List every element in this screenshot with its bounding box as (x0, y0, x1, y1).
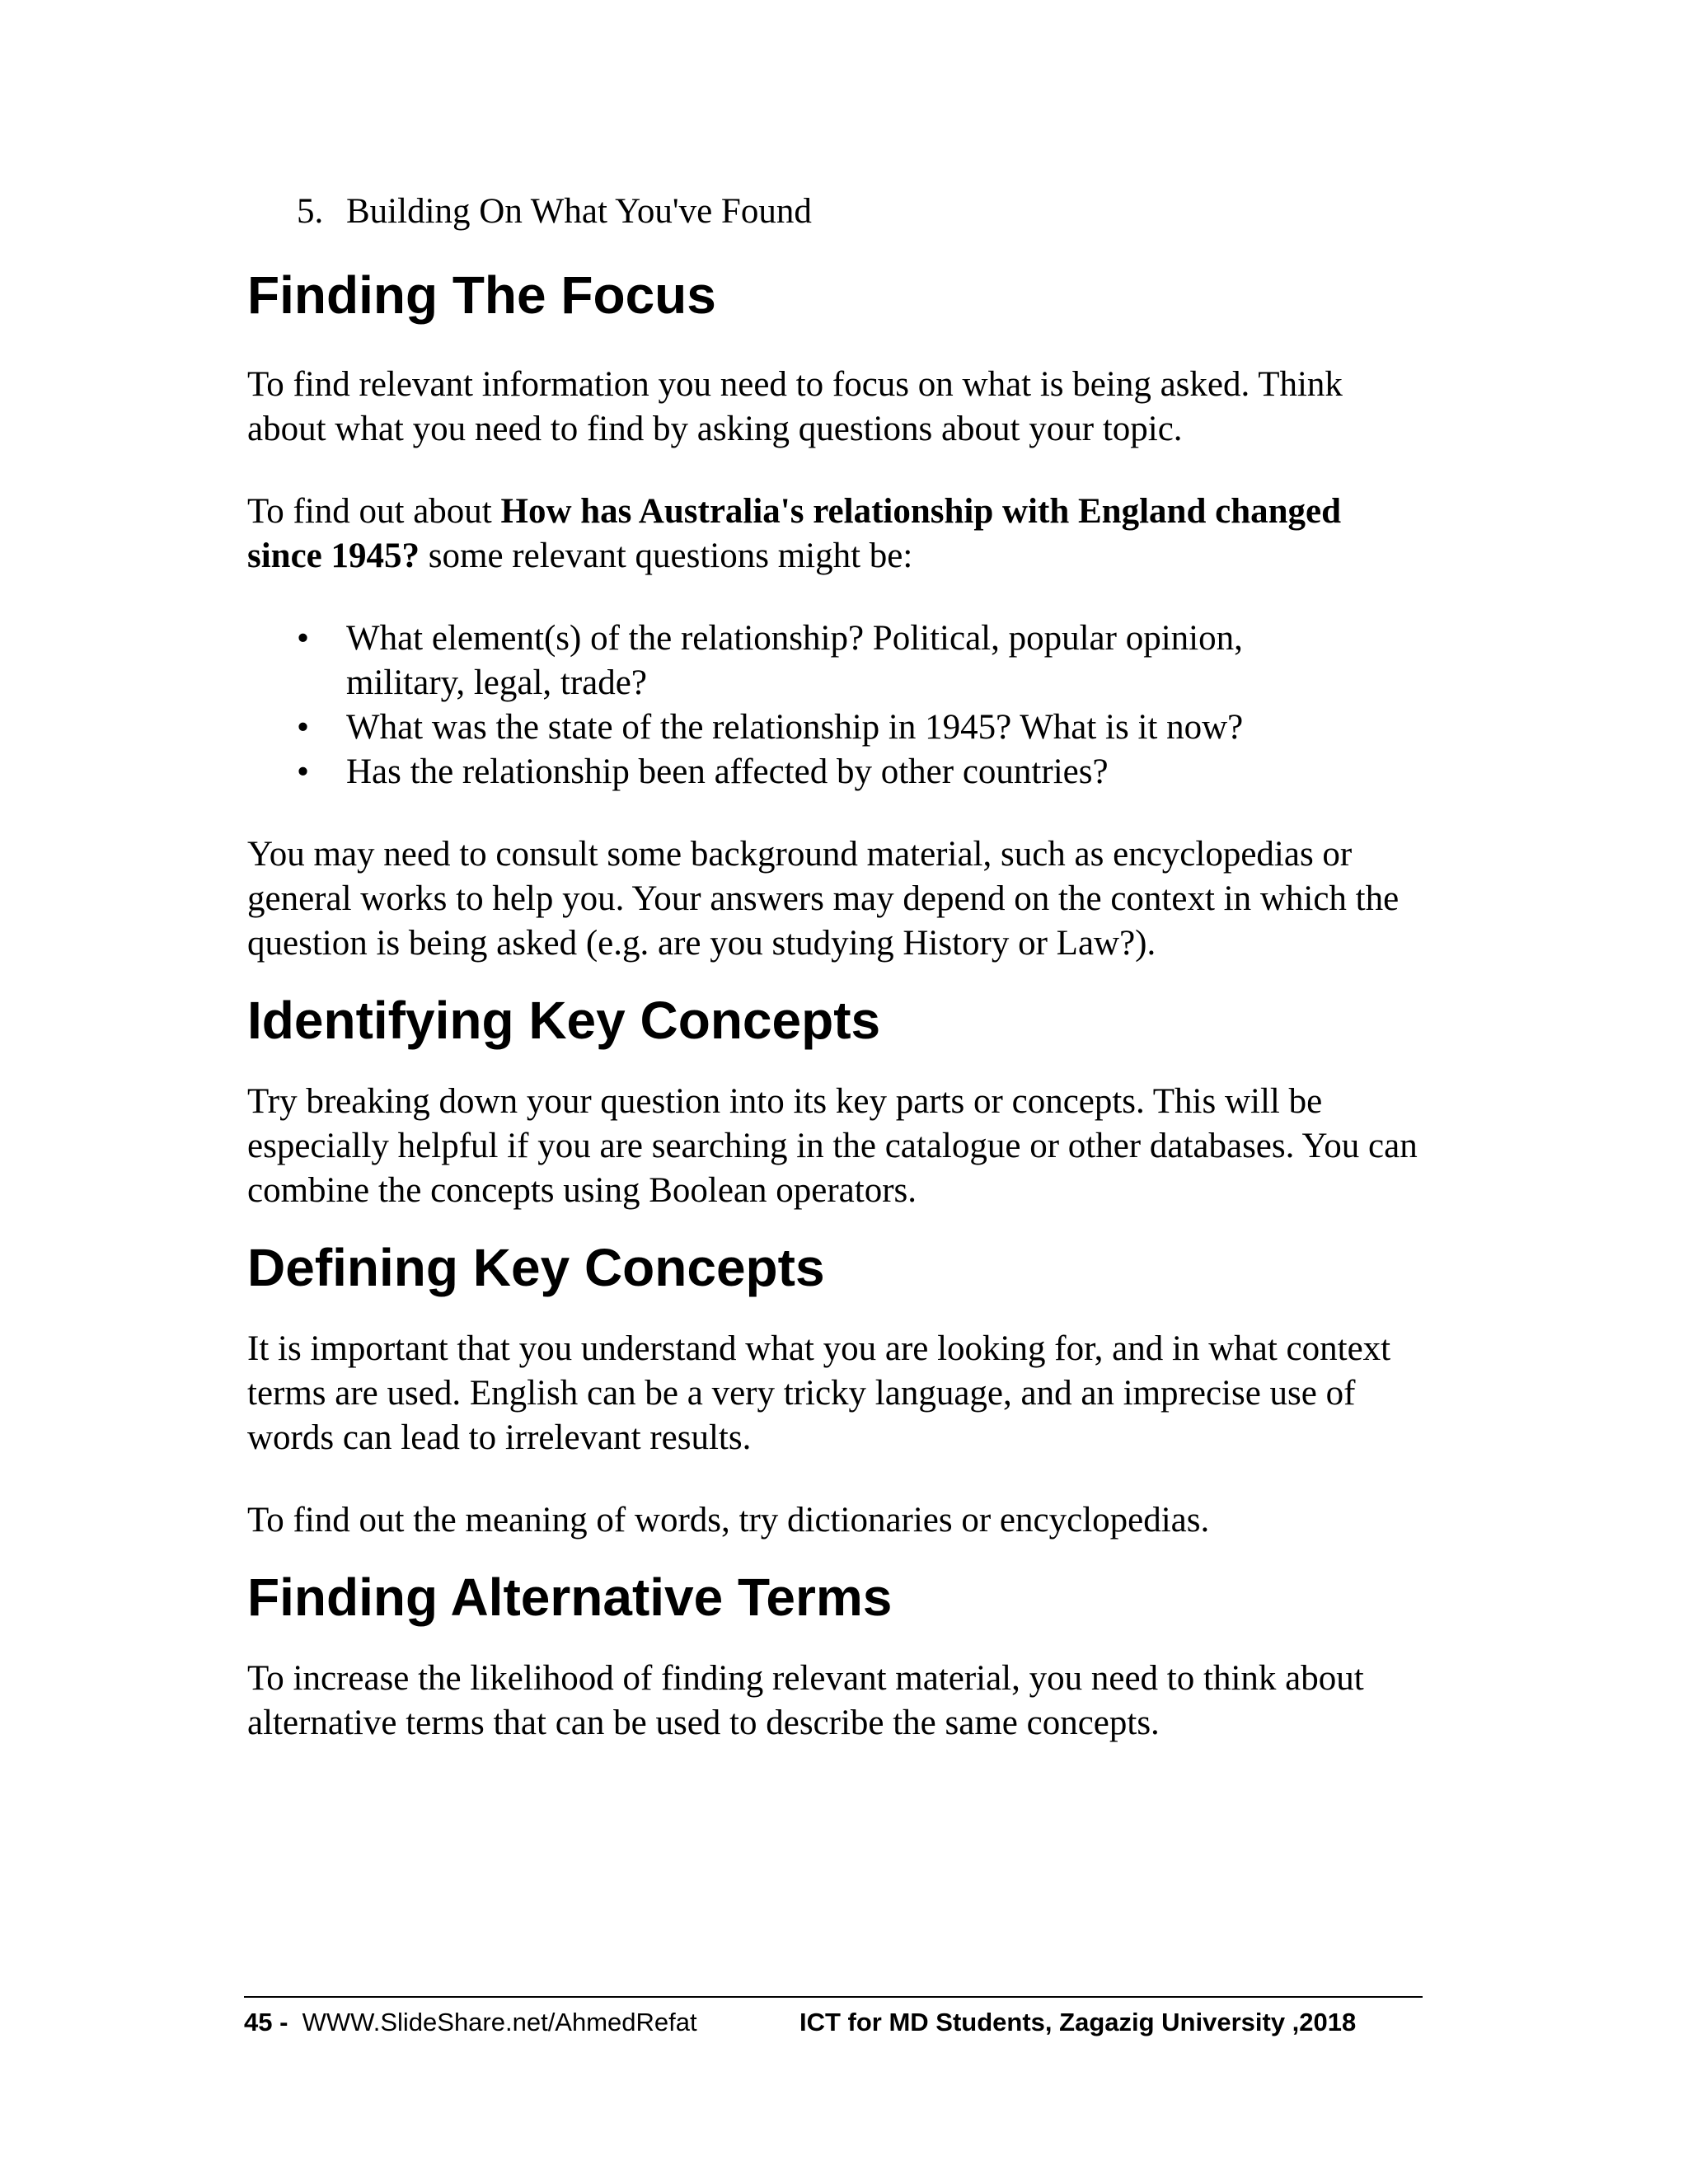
page-footer (244, 1996, 1423, 2039)
bullet-text: Has the relationship been affected by other countries? (346, 752, 1109, 791)
alternative-terms-paragraph: To increase the likelihood of finding relevant material, you need to think about alternative terms that can be used to describe the same concepts. (247, 1659, 1364, 1742)
bullet-icon: • (297, 619, 310, 658)
bullet-item (247, 616, 1269, 705)
defining-paragraph-2: To find out the meaning of words, try dictionaries or encyclopedias. (247, 1501, 1210, 1540)
focus-p2-suffix: some relevant questions might be: (420, 537, 913, 575)
focus-paragraph-2 (247, 490, 1418, 579)
list-number: 5. (297, 192, 324, 231)
focus-paragraph-1: To find relevant information you need to focus on what is being asked. Think about what you need to find by asking questions about your topic. (247, 365, 1343, 448)
bullet-text: What element(s) of the relationship? Political, popular opinion, military, legal, trade? (346, 619, 1243, 702)
page-number: 45 - (244, 2008, 288, 2036)
heading-finding-the-focus: Finding The Focus (247, 265, 716, 325)
bullet-item (247, 705, 1269, 750)
bullet-item (247, 750, 1269, 794)
bullet-icon: • (297, 752, 310, 791)
footer-course-title: ICT for MD Students, Zagazig University ,2018 (799, 2008, 1357, 2036)
defining-paragraph-1: It is important that you understand what you are looking for, and in what context terms are used. English can be a very tricky language, and an imprecise use of words can lead to irrelevant results. (247, 1329, 1391, 1457)
heading-identifying-key-concepts: Identifying Key Concepts (247, 991, 881, 1050)
numbered-list-item (297, 190, 1418, 234)
question-bullet-list (247, 616, 1418, 794)
heading-defining-key-concepts: Defining Key Concepts (247, 1238, 825, 1297)
identifying-paragraph: Try breaking down your question into its key parts or concepts. This will be especially helpful if you are searching in the catalogue or other databases. You can combine the concepts using Boolean operators. (247, 1082, 1418, 1210)
focus-paragraph-3: You may need to consult some background material, such as encyclopedias or general works to help you. Your answers may depend on the context in which the question is being asked (e.g. are you studying History or Law?). (247, 835, 1400, 963)
focus-question-bold: How has Australia's relationship with England changed since 1945? (247, 492, 1342, 575)
page-content (247, 190, 1418, 1746)
heading-finding-alternative-terms: Finding Alternative Terms (247, 1568, 893, 1627)
footer-url: WWW.SlideShare.net/AhmedRefat (302, 2008, 697, 2036)
list-item-text: Building On What You've Found (346, 192, 812, 231)
bullet-icon: • (297, 708, 310, 747)
focus-p2-prefix: To find out about (247, 492, 501, 531)
bullet-text: What was the state of the relationship in 1945? What is it now? (346, 708, 1244, 747)
